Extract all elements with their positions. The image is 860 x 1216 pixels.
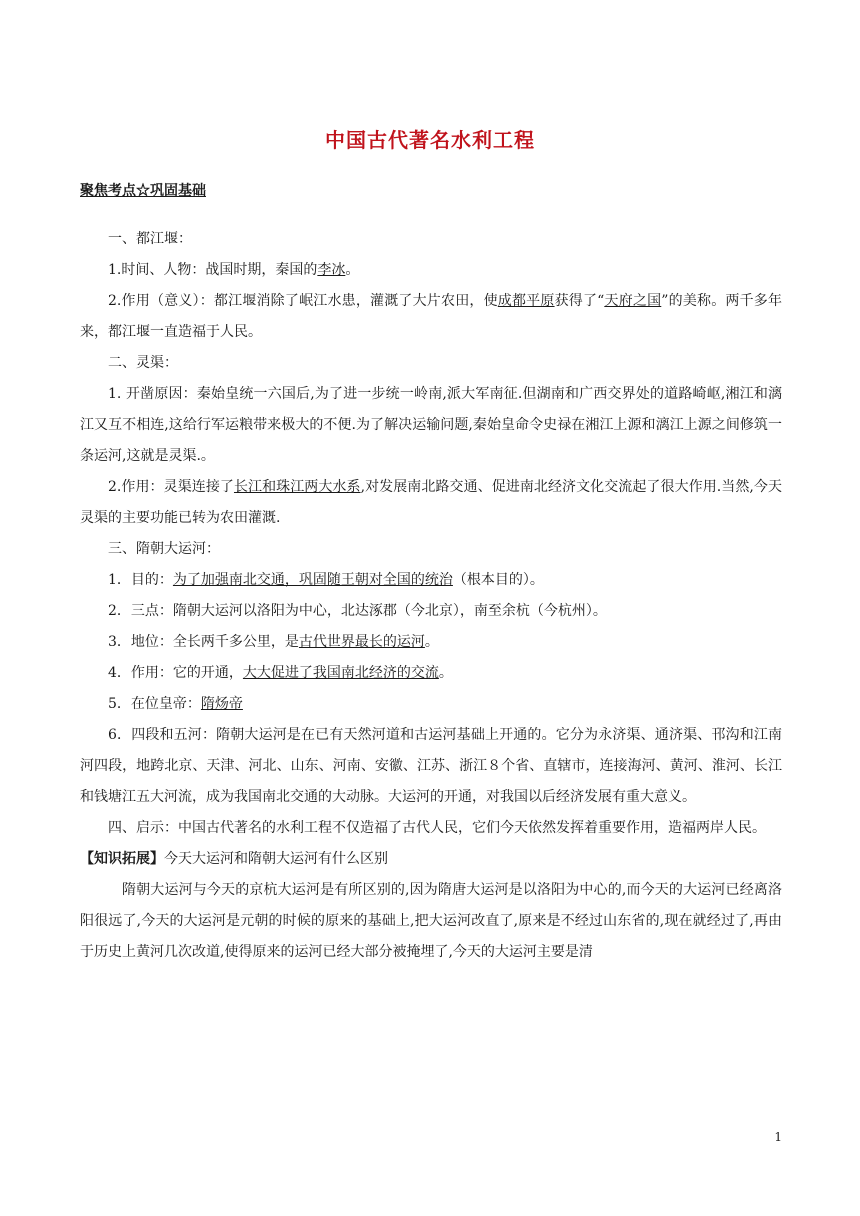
section-heading: 聚焦考点☆巩固基础	[80, 183, 206, 199]
section-1-heading: 一、都江堰：	[108, 231, 192, 247]
section-3-item-4: 4．作用：它的开通，大大促进了我国南北经济的交流。	[108, 665, 453, 681]
knowledge-question: 今天大运河和隋朝大运河有什么区别	[164, 851, 388, 867]
section-3-item-3: 3．地位：全长两千多公里，是古代世界最长的运河。	[108, 634, 439, 650]
knowledge-extension	[80, 844, 782, 875]
key-term-chengdu-plain: 成都平原	[497, 293, 555, 309]
section-3-item-2: 2．三点：隋朝大运河以洛阳为中心，北达涿郡（今北京），南至余杭（今杭州）。	[108, 603, 607, 619]
key-term-economic-exchange: 大大促进了我国南北经济的交流	[242, 665, 439, 681]
key-term-tianfu: 天府之国	[604, 293, 662, 309]
section-2-heading: 二、灵渠：	[108, 355, 178, 371]
key-term-water-systems: 长江和珠江两大水系	[233, 479, 361, 495]
section-3-heading: 三、隋朝大运河：	[108, 541, 220, 557]
section-3-item-1: 1．目的：为了加强南北交通，巩固随王朝对全国的统治（根本目的）。	[108, 572, 544, 588]
key-term-emperor: 隋炀帝	[200, 696, 243, 712]
key-term-li-bing: 李冰	[317, 262, 346, 278]
section-2-item-1: 1. 开凿原因：秦始皇统一六国后,为了进一步统一岭南,派大军南征.但湖南和广西交界处的道路崎岖,湘江和漓江又互不相连,这给行军运粮带来极大的不便.为了解决运输问题,秦始皇命令史禄在湘江上源和漓江上源之间修筑一条运河,这就是灵渠.。	[80, 386, 782, 464]
knowledge-answer: 隋朝大运河与今天的京杭大运河是有所区别的,因为隋唐大运河是以洛阳为中心的,而今天的大运河已经离洛阳很远了,今天的大运河是元朝的时候的原来的基础上,把大运河改直了,原来是不经过山东省的,现在就经过了,再由于历史上黄河几次改道,使得原来的运河已经大部分被掩埋了,今天的大运河主要是清	[80, 882, 782, 960]
page-number: 1	[774, 1130, 782, 1144]
section-3-item-5: 5．在位皇帝：隋炀帝	[108, 696, 243, 712]
section-1-item-2: 2.作用（意义）：都江堰消除了岷江水患，灌溉了大片农田，使成都平原获得了“天府之国”的美称。两千多年来，都江堰一直造福于人民。	[80, 293, 782, 340]
key-term-longest-canal: 古代世界最长的运河	[298, 634, 425, 650]
document-body	[80, 224, 782, 968]
section-1-item-1: 1.时间、人物：战国时期，秦国的李冰。	[108, 262, 360, 278]
section-2-item-2: 2.作用：灵渠连接了长江和珠江两大水系,对发展南北路交通、促进南北经济文化交流起了很大作用.当然,今天灵渠的主要功能已转为农田灌溉.	[80, 479, 783, 526]
knowledge-label: 【知识拓展】	[80, 851, 164, 867]
section-3-item-6: 6．四段和五河：隋朝大运河是在已有天然河道和古运河基础上开通的。它分为永济渠、通济渠、邗沟和江南河四段，地跨北京、天津、河北、山东、河南、安徽、江苏、浙江８个省、直辖市，连接海河、黄河、淮河、长江和钱塘江五大河流，成为我国南北交通的大动脉。大运河的开通，对我国以后经济发展有重大意义。	[80, 727, 782, 805]
section-4-paragraph: 四、启示：中国古代著名的水利工程不仅造福了古代人民，它们今天依然发挥着重要作用，造福两岸人民。	[108, 820, 766, 836]
document-title: 中国古代著名水利工程	[325, 128, 535, 152]
key-term-purpose: 为了加强南北交通，巩固随王朝对全国的统治	[172, 572, 453, 588]
